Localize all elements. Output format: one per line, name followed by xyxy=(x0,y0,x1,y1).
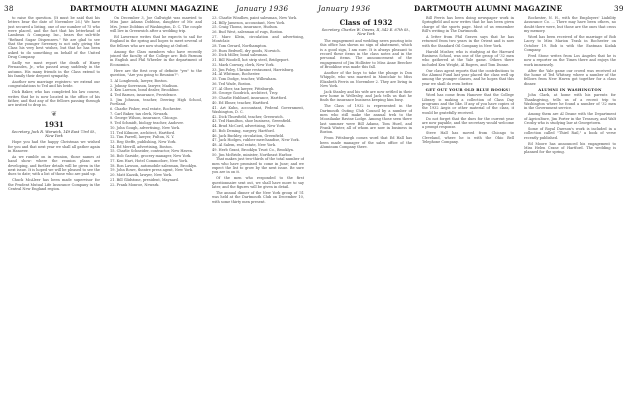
reunion-list xyxy=(110,79,202,187)
list-item: 9. Ted Schmidt, biology teacher, Andover. xyxy=(110,121,184,126)
list-item: 12. Tim Farrell, lawyer, Fulton, N. Y. xyxy=(110,135,175,140)
paragraph: Harold Mosher, who is studying at the Harvard Business School, was one of the group of '32 men who gathered at the Yale game. Others there included Ken Wright, Al Rogers, and Tom Dunne. xyxy=(422,49,514,67)
list-item: 49. Herb Grant, Brooklyn Trust Co., Brooklyn. xyxy=(212,147,294,152)
paragraph: Rochester, N. H., with the Employers' Liability Assurance Co. ... There may have been others, no doubt there were, but those are the ones that cross my memory. xyxy=(524,16,616,34)
paragraph: That makes just two-thirds of the total number of men who have promised to come in June; and we expect the list to grow by the next issue. Be sure you are in on it. xyxy=(212,157,304,175)
paragraph: Bill Ferris has been doing newspaper work in Springfield and now writes that he has been given charge of the sports page. Most of us remember Bill's writing in The Dartmouth. xyxy=(422,16,514,34)
list-item: 19. John Rowe, theatre press agent, New York. xyxy=(110,168,194,173)
list-item: 16. Bob Garside, grocery manager, New York. xyxy=(110,154,192,159)
list-item: 5. Jim Johnson, teacher, Deering High School, Portland. xyxy=(110,97,202,107)
list-item: 34. Al Whitman, Rochester. xyxy=(212,72,261,77)
paragraph: Hope you had the happy Christmas we wished for you and that next year we shall all gather again in Hanover. xyxy=(8,140,100,154)
list-item: 24. Billy Jameson, accountant, New York. xyxy=(212,20,286,25)
list-item: 28. Tom Gerard, Northampton. xyxy=(212,44,268,49)
list-item: 25. Craig Thoms, insurance, Hudson. xyxy=(212,25,279,30)
list-item: 29. Russ Bedwell, dry goods, Norwich. xyxy=(212,48,281,53)
list-item: 14. Ed Merrill, advertising, Boston. xyxy=(110,144,173,149)
list-item: 26. Bud West, salesman of rugs, Boston. xyxy=(212,30,284,35)
list-item: 11. Ted Kilmore, architect, Hartford. xyxy=(110,130,176,135)
list-item: 17. Ken Hart, Hotel Commodore, New York. xyxy=(110,158,189,163)
right-column-2 xyxy=(422,16,514,418)
list-item: 36. Ted Wade, Boston. xyxy=(212,81,252,86)
right-column-3 xyxy=(524,16,616,418)
list-item: 46. Jack Buckley, circulation, Greenfield. xyxy=(212,133,285,138)
list-item: 35. Tom Dodge, teacher, Wilbraham. xyxy=(212,77,277,82)
list-item: 32. Mark Conway, clerk, New York. xyxy=(212,62,275,67)
left-column-1 xyxy=(8,16,100,418)
list-item: 21. Bill Glidstone, president, Maynard. xyxy=(110,177,179,182)
list-item: 31. Bill Woodell, hot strip steel, Bridgeport. xyxy=(212,58,290,63)
section-ornament: ❦ xyxy=(51,109,57,118)
list-item: 42. Dick Thursfield, teacher, Greenwich. xyxy=(212,114,284,119)
magazine-title: DARTMOUTH ALUMNI MAGAZINE xyxy=(414,4,563,13)
list-item: 20. Matt Kazzik, lawyer, New York. xyxy=(110,173,173,178)
list-item: 15. Charlie Schneider, contractor, New Haven. xyxy=(110,149,193,154)
paragraph: Among them are Al Deane with the Department of Agriculture, Jim Porter in the Treasury, and Walt Crosby who is studying law at Georgetown. xyxy=(524,112,616,125)
magazine-title: DARTMOUTH ALUMNI MAGAZINE xyxy=(70,4,219,13)
list-item: 2. Johnny Sorrenson, lawyer, Madison. xyxy=(110,83,179,88)
paragraph: Another of the boys to take the plunge is Don Whipple, who was married in Montclair to Miss Elizabeth Ferris on November 2. They are living in New York. xyxy=(320,70,412,88)
list-item: 18. Ron Lawson, automobile salesman, Brooklyn. xyxy=(110,163,198,168)
class-secretary: Secretary, Charles W. Owens, II, 542 E. 67th St., New York xyxy=(321,28,411,37)
list-item: 22. Frank Monroe, Newark. xyxy=(110,182,160,187)
list-item: 37. Al Ober, tax lawyer, Pittsburgh. xyxy=(212,86,275,91)
list-item: 27. Marc Klein, circulation and advertising, Montclair. xyxy=(212,34,304,44)
paragraph: Ed Moore has announced his engagement to Miss Helen Crane of Hartford. The wedding is planned for the spring. xyxy=(524,141,616,155)
left-page-header xyxy=(4,4,310,14)
list-item: 13. Reg Steffe, publishing, New York. xyxy=(110,140,177,144)
paragraph: Among the Class members who have recently joined the faculty of the College are: Bob Farnum in English and Phil Wheeler in the department of Economics. xyxy=(110,49,202,67)
right-page-header xyxy=(318,4,624,14)
paragraph: Some of Royal Dawson's work is included in a collection called "Third Rail," a book of verse recently published. xyxy=(524,126,616,140)
list-item: 48. Al Salem, real estate, New York. xyxy=(212,143,277,148)
paragraph: Chuck McAleer has been made supervisor for the Prudent Mutual Life Insurance Company in the Central New England region. xyxy=(8,178,100,192)
list-item: 47. Jack Hodges, rubber merchandise, New York. xyxy=(212,138,300,143)
class-heading: Class of 1932 xyxy=(339,18,393,27)
paragraph: Our class agent reports that the contributions to the Alumni Fund last year placed the class well up among the younger classes, and he hopes that this year we shall do even better. xyxy=(422,68,514,86)
right-page xyxy=(314,0,628,420)
list-item: 30. Dick Miller, bond salesman. xyxy=(212,53,268,58)
list-item: 6. Charlie Fisher, real estate, Rochester. xyxy=(110,106,182,111)
right-column-1 xyxy=(320,16,412,418)
class-secretary: Secretary, Jack R. Warwick, 149 East 73rd St., New York xyxy=(11,129,97,139)
paragraph: The annual dinner of the New York group of '31 was held at the Dartmouth Club on December 10, with some thirty men present. xyxy=(212,190,304,204)
list-item: 1. Al Longbrook, lawyer, Boston. xyxy=(110,78,168,83)
paragraph: Do not forget that the dues for the current year are now payable, and the secretary would welcome a prompt response. xyxy=(422,116,514,130)
left-column-2 xyxy=(110,16,202,418)
paragraph: Jack Stanley and his wife are now settled in their new home in Wellesley, and Jack tells us that he finds the insurance business keeping him busy. xyxy=(320,89,412,103)
right-page-columns xyxy=(320,16,620,418)
paragraph: Dick Baker, who has completed his law course, writes that he is now located in the office of his father, and that any of the fellows passing through are invited to drop in. xyxy=(8,90,100,108)
list-item: 44. Brud McCord, advertising, New York. xyxy=(212,124,286,129)
list-item: 45. Bob Deming, surgery, Hartford. xyxy=(212,128,275,133)
paragraph: As we rumble on in reunion, those names at hand show: where the reunion plans are developing, and further details will be given in the next issue. It is hoped we will be pleased to see the dues to date; with a list of those who are paid up. xyxy=(8,155,100,177)
list-item: 4. Ted Barnes, insurance, Providence. xyxy=(110,93,178,98)
paragraph: Here are the first crop of definite "yes" to the question, "Are you going to Reunion?": xyxy=(110,68,202,77)
paragraph: Steve Hall has moved from Chicago to Cleveland, where he is with the Ohio Bell Telephone Company. xyxy=(422,131,514,144)
list-item: 23. Charlie Windlow, paint salesman, New York. xyxy=(212,16,298,20)
list-item: 3. Ken Lawson, bond dealer, Brookline. xyxy=(110,88,180,93)
paragraph: A letter from Phil Graves says that he has returned from two years in the Orient and is now with the Standard Oil Company in New York. xyxy=(422,34,514,48)
list-item: 10. John Gough, advertising, New York. xyxy=(110,125,181,130)
list-item: 8. George Wilson, insurance, Chicago. xyxy=(110,116,178,121)
paragraph: Of the men who responded to the first questionnaire sent out, we shall have more to say later, and the figures will be given in detail. xyxy=(212,176,304,189)
list-item: 38. George Goodrich, architect, Troy. xyxy=(212,91,279,96)
paragraph: The engagement and wedding news pouring into this office has shown no sign of abatement, which is a good sign, I am sure. It is always pleasant to record these items in the class notes and in the personal items. The announcement of the engagement of Jim Hollister to Miss Anne Beecher of Brookline was made this fall. xyxy=(320,38,412,69)
paragraph: The Class of 1932 is represented in the Dartmouth Outing Club Council by a number of men who still make the annual trek to the Moosilauke Ravine Lodge. Among those seen there last summer were Bill Adams, Tom Hurd, and Frank Winter, all of whom are now in business in Boston. xyxy=(320,104,412,135)
list-item: 41. Art Kuhn, accountant, Federal Government, Washington, D. C. xyxy=(212,105,304,114)
paragraph: to raise the question. (It must be said that his letters bear the date of November 26.) We have just secured a listing, one of our number of 75 who were placed, and the fact that his letterhead of Lambeau & Company, Inc., bears the sub-title "Refined Sugar Dispensers." We are glad to see that the younger Sweeney is not only giving the Class his very best wishes, but that he has been asked to do something on behalf of the United Drug Company. xyxy=(8,16,100,60)
list-item: 39. Charlie Hubbard, insurance, Hartford. xyxy=(212,96,288,101)
paragraph: On December 3, Joe Gallwight was married to Miss Jane Adams Dobbins, daughter of Mr. and Mrs. Jesse Dobbins of Washington, D. C. The couple will live in Greenwich after a wedding trip. xyxy=(110,16,202,34)
paragraph: Fred Stone writes from Los Angeles that he is now a reporter on the Times there and enjoys the work immensely. xyxy=(524,53,616,67)
paragraph: Sadly we must report the death of Harry Fernandes, Jr., who passed away suddenly in the autumn. His many friends in the Class extend to his family their deepest sympathy. xyxy=(8,61,100,79)
list-item: 50. Jim McBride, minister, Northeast Harbor. xyxy=(212,152,293,157)
section-subheading: GET OUT YOUR OLD BLUE BOOKS! xyxy=(425,86,511,92)
list-item: 43. Ted Hamilton, shoe business, Greenfield. xyxy=(212,119,292,124)
reunion-list-continued xyxy=(212,16,304,157)
paragraph: John Clark, at home with his parents for Thanksgiving, tells us of a recent trip to Washington where he found a number of '32 men in the Government service. xyxy=(524,93,616,111)
paragraph: From Pittsburgh comes word that Ed Hall has been made manager of the sales office of the Aluminum Company there. xyxy=(320,136,412,150)
paragraph: After the Yale game our crowd was received at the home of Ted Whitney, where a number of the fellows from New Haven got together for a class dinner. xyxy=(524,68,616,86)
paragraph: Word has come from Hanover that the College Library is making a collection of Class Day programs and the like. If any of you have copies of the 1932 Aegis or other material of the class, it would be gratefully received. xyxy=(422,93,514,115)
left-column-3 xyxy=(212,16,304,418)
issue-date: January 1936 xyxy=(236,4,289,13)
page-number: 38 xyxy=(4,4,14,13)
paragraph: Ed Lawrence writes that he expects to sail for England in the spring and hopes to meet several of the fellows who are now studying at Oxford. xyxy=(110,34,202,48)
list-item: 33. Jim Foley, Ukraine restaurant, Harrisburg. xyxy=(212,67,295,72)
class-heading: 1931 xyxy=(44,119,64,129)
paragraph: Another new marriage registers: we extend our congratulations to Ted and his bride. xyxy=(8,80,100,89)
list-item: 40. Ed Ebner, teacher, Hartford. xyxy=(212,100,270,105)
left-page-columns xyxy=(8,16,308,418)
section-subheading: ALUMNI IN WASHINGTON xyxy=(538,86,602,92)
paragraph: Word has been received of the marriage of Bob Lacey to Miss Marion Trask in Rochester on October 19. Bob is with the Eastman Kodak Company. xyxy=(524,34,616,52)
issue-date: January 1936 xyxy=(318,4,371,13)
page-number: 39 xyxy=(614,4,624,13)
list-item: 7. Carl Baker, tax clerk, Newark. xyxy=(110,111,169,116)
